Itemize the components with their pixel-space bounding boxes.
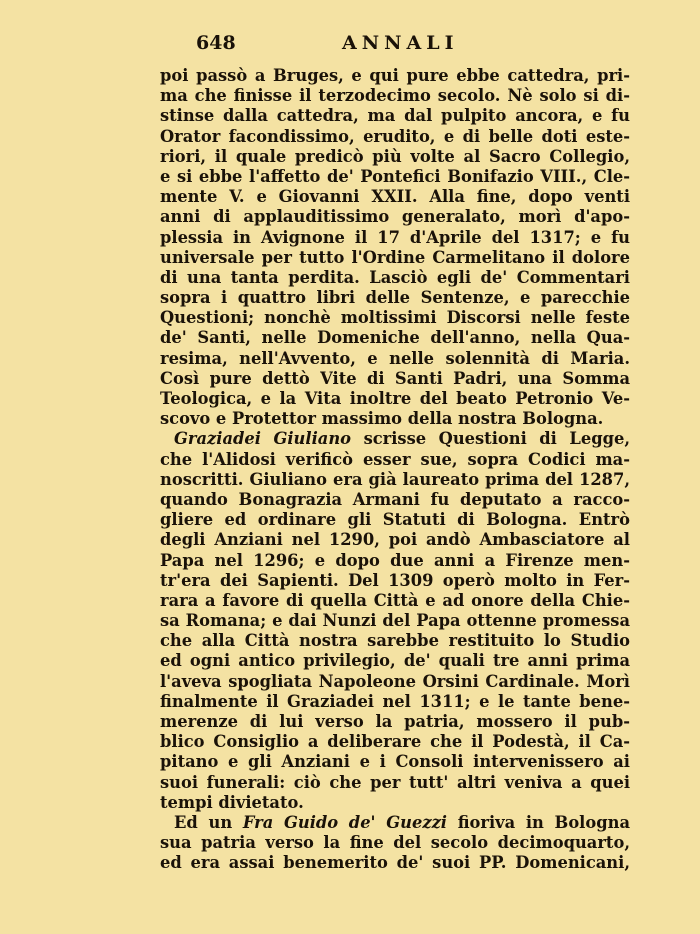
text-segment: degli Anziani nel 1290, poi andò Ambasciatore al [160,530,630,550]
text-segment: poi passò a Bruges, e qui pure ebbe cattedra, pri- [160,66,630,85]
text-segment: stinse dalla cattedra, ma dal pulpito ancora, e fu [160,106,630,126]
text-segment: plessia in Avignone il 17 d'Aprile del 1317; e fu [160,227,630,247]
text-segment: merenze di lui verso la patria, mossero il pub- [160,712,630,731]
text-line [160,591,630,611]
text-line [160,248,630,268]
text-segment: universale per tutto l'Ordine Carmelitano il dolore [160,247,630,267]
text-line [160,470,630,490]
text-segment: mente V. e Giovanni XXII. Alla fine, dopo venti [160,187,630,207]
text-line [160,651,630,671]
text-segment: ma che finisse il terzodecimo secolo. Nè solo si di- [160,86,630,106]
text-line [160,106,630,126]
text-line [160,631,630,651]
text-segment: riori, il quale predicò più volte al Sacro Collegio, [160,146,630,166]
text-line [160,833,630,853]
text-line [160,672,630,692]
italic-name: Fra Guido de' Guezzi [242,812,447,832]
text-line [160,530,630,550]
running-head: ANNALI [342,32,459,54]
text-line [160,86,630,106]
text-line [160,369,630,389]
text-line [160,853,630,873]
text-line [160,187,630,207]
text-segment: fioriva in Bologna [447,812,630,832]
text-segment: Ed un [174,812,243,832]
text-line [160,571,630,591]
text-segment: suoi funerali: ciò che per tutt' altri veniva a quei [160,772,630,792]
text-line [160,551,630,571]
text-line [160,712,630,732]
text-line [160,268,630,288]
text-line [160,328,630,348]
text-line [160,692,630,712]
text-segment: quando Bonagrazia Armani fu deputato a racco- [160,489,630,509]
text-segment: pitano e gli Anziani e i Consoli intervenissero ai [160,752,630,772]
text-segment: sopra i quattro libri delle Sentenze, e parecchie [160,288,630,308]
text-line [160,127,630,147]
text-segment: tr'era dei Sapienti. Del 1309 operò molto in Fer- [160,570,630,590]
text-line [160,450,630,470]
text-segment: anni di applauditissimo generalato, morì d'apo- [160,207,630,227]
text-segment: sa Romana; e dai Nunzi del Papa ottenne promessa [160,611,630,631]
text-segment: finalmente il Graziadei nel 1311; e le tante bene- [160,691,630,711]
text-line [160,773,630,793]
text-segment: de' Santi, nelle Domeniche dell'anno, nella Qua- [160,328,630,348]
text-line [160,207,630,227]
text-line [160,349,630,369]
text-segment: Orator facondissimo, erudito, e di belle doti este- [160,126,630,146]
text-segment: ed era assai benemerito de' suoi PP. Domenicani, [160,853,630,873]
text-line [160,490,630,510]
text-line [160,813,630,833]
text-segment: sua patria verso la fine del secolo decimoquarto, [160,833,630,853]
text-segment: Così pure dettò Vite di Santi Padri, una Somma [160,368,630,388]
text-segment: e si ebbe l'affetto de' Pontefici Bonifazio VIII., Cle- [160,166,630,186]
text-line [160,409,630,429]
text-line [160,167,630,187]
text-line [160,429,630,449]
text-line [160,308,630,328]
text-segment: scovo e Protettor massimo della nostra Bologna. [160,409,604,429]
text-line [160,510,630,530]
text-segment: di una tanta perdita. Lasciò egli de' Commentari [160,267,630,287]
italic-name: Graziadei Giuliano [174,429,352,449]
page-number: 648 [196,32,236,54]
text-segment: blico Consiglio a deliberare che il Podestà, il Ca- [160,732,630,752]
text-segment: Questioni; nonchè moltissimi Discorsi nelle feste [160,308,630,328]
text-segment: l'aveva spogliata Napoleone Orsini Cardinale. Morì [160,671,630,691]
text-line [160,732,630,752]
text-segment: resima, nell'Avvento, e nelle solennità di Maria. [160,348,630,368]
text-segment: Papa nel 1296; e dopo due anni a Firenze men- [160,550,630,570]
text-line [160,228,630,248]
text-segment: tempi divietato. [160,792,304,812]
text-line [160,66,630,86]
text-segment: gliere ed ordinare gli Statuti di Bologna. Entrò [160,510,630,530]
text-segment: rara a favore di quella Città e ad onore della Chie- [160,590,630,610]
text-line [160,752,630,772]
text-line [160,147,630,167]
text-line [160,389,630,409]
text-segment: Teologica, e la Vita inoltre del beato Petronio Ve- [160,389,630,408]
text-line [160,288,630,308]
text-line [160,611,630,631]
page-header [196,32,636,56]
text-line [160,793,630,813]
text-segment: che alla Città nostra sarebbe restituito lo Studio [160,631,630,651]
body-text [160,66,630,874]
text-segment: che l'Alidosi verificò esser sue, sopra Codici ma- [160,449,630,469]
text-segment: ed ogni antico privilegio, de' quali tre anni prima [160,651,630,671]
text-segment: scrisse Questioni di Legge, [351,429,630,449]
text-segment: noscritti. Giuliano era già laureato prima del 1287, [160,469,630,489]
